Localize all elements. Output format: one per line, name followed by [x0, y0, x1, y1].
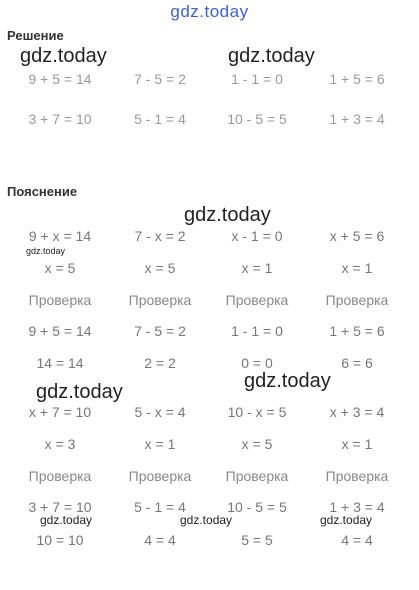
equation: x - 1 = 0 [231, 228, 283, 244]
watermark: gdz.today [36, 381, 123, 403]
watermark: gdz.today [244, 370, 331, 392]
answer: x = 1 [341, 260, 373, 276]
solution-equation: 10 - 5 = 5 [227, 111, 287, 127]
equation: 10 - x = 5 [227, 404, 287, 420]
check-label: Проверка [325, 468, 389, 484]
check-result: 4 = 4 [341, 532, 373, 548]
check-equation: 1 - 1 = 0 [231, 323, 283, 339]
check-equation: 5 - 1 = 4 [134, 499, 186, 515]
check-result: 0 = 0 [241, 355, 273, 371]
check-result: 4 = 4 [144, 532, 176, 548]
equation: x + 5 = 6 [329, 228, 385, 244]
check-result: 6 = 6 [341, 355, 373, 371]
answer: x = 1 [144, 436, 176, 452]
top-watermark: gdz.today [170, 2, 249, 21]
check-label: Проверка [28, 468, 92, 484]
check-equation: 1 + 5 = 6 [329, 323, 385, 339]
watermark: gdz.today [228, 45, 315, 67]
check-equation: 7 - 5 = 2 [134, 323, 186, 339]
check-equation: 9 + 5 = 14 [28, 323, 92, 339]
equation: 9 + x = 14 [28, 228, 92, 244]
solution-equation: 9 + 5 = 14 [28, 71, 92, 87]
solution-equation: 5 - 1 = 4 [134, 111, 186, 127]
check-result: 10 = 10 [36, 532, 84, 548]
check-label: Проверка [28, 292, 92, 308]
equation: 7 - x = 2 [134, 228, 186, 244]
watermark: gdz.today [20, 45, 107, 67]
check-result: 14 = 14 [36, 355, 84, 371]
equation: 5 - x = 4 [134, 404, 186, 420]
check-equation: 3 + 7 = 10 [28, 499, 92, 515]
watermark: gdz.today [184, 204, 271, 226]
solution-equation: 7 - 5 = 2 [134, 71, 186, 87]
answer: x = 1 [241, 260, 273, 276]
check-label: Проверка [128, 468, 192, 484]
check-equation: 1 + 3 = 4 [329, 499, 385, 515]
answer: x = 5 [241, 436, 273, 452]
check-label: Проверка [325, 292, 389, 308]
watermark: gdz.today [320, 513, 373, 527]
explanation-heading: Пояснение [7, 184, 78, 199]
watermark: gdz.today [180, 513, 233, 527]
watermark: gdz.today [26, 246, 66, 256]
check-label: Проверка [225, 292, 289, 308]
check-result: 5 = 5 [241, 532, 273, 548]
equation: x + 7 = 10 [28, 404, 92, 420]
solution-equation: 3 + 7 = 10 [28, 111, 92, 127]
check-label: Проверка [225, 468, 289, 484]
solution-equation: 1 + 3 = 4 [329, 111, 385, 127]
solution-heading: Решение [7, 28, 64, 43]
answer: x = 1 [341, 436, 373, 452]
equation: x + 3 = 4 [329, 404, 385, 420]
check-label: Проверка [128, 292, 192, 308]
check-result: 2 = 2 [144, 355, 176, 371]
answer: x = 5 [144, 260, 176, 276]
answer: x = 3 [44, 436, 76, 452]
watermark: gdz.today [40, 513, 93, 527]
answer: x = 5 [44, 260, 76, 276]
solution-equation: 1 + 5 = 6 [329, 71, 385, 87]
solution-equation: 1 - 1 = 0 [231, 71, 283, 87]
check-equation: 10 - 5 = 5 [227, 499, 287, 515]
